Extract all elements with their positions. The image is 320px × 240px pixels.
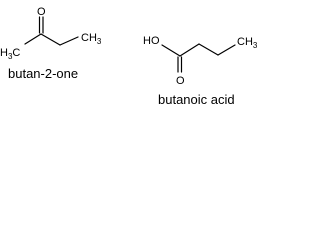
butanoic-acid-structure [143, 35, 258, 107]
carbon-ch2-bond [180, 44, 199, 56]
structures-canvas [0, 0, 265, 116]
oxygen-atom-label: O [37, 6, 46, 18]
ch2-ch3-bond [60, 37, 78, 45]
butan-2-one-structure [0, 6, 102, 81]
acid-methyl-label: $CH_3$ [237, 36, 258, 50]
carbonyl-ch2-bond [41, 34, 60, 45]
molecule-name-butanoic-acid: butanoic acid [158, 92, 235, 107]
methyl-carbonyl-bond [25, 34, 41, 44]
ch2-ch3-bond [218, 45, 235, 55]
right-methyl-label: $CH_3$ [81, 32, 102, 46]
molecule-name-butan-2-one: butan-2-one [8, 66, 79, 81]
hydroxyl-label: HO [143, 35, 160, 47]
ch2-ch2-bond [199, 44, 218, 55]
acid-oxygen-label: O [176, 75, 185, 87]
hydroxyl-carbon-bond [162, 45, 180, 56]
left-methyl-label: $H_3C$ [0, 47, 21, 61]
chemical-structures-figure [0, 0, 265, 116]
